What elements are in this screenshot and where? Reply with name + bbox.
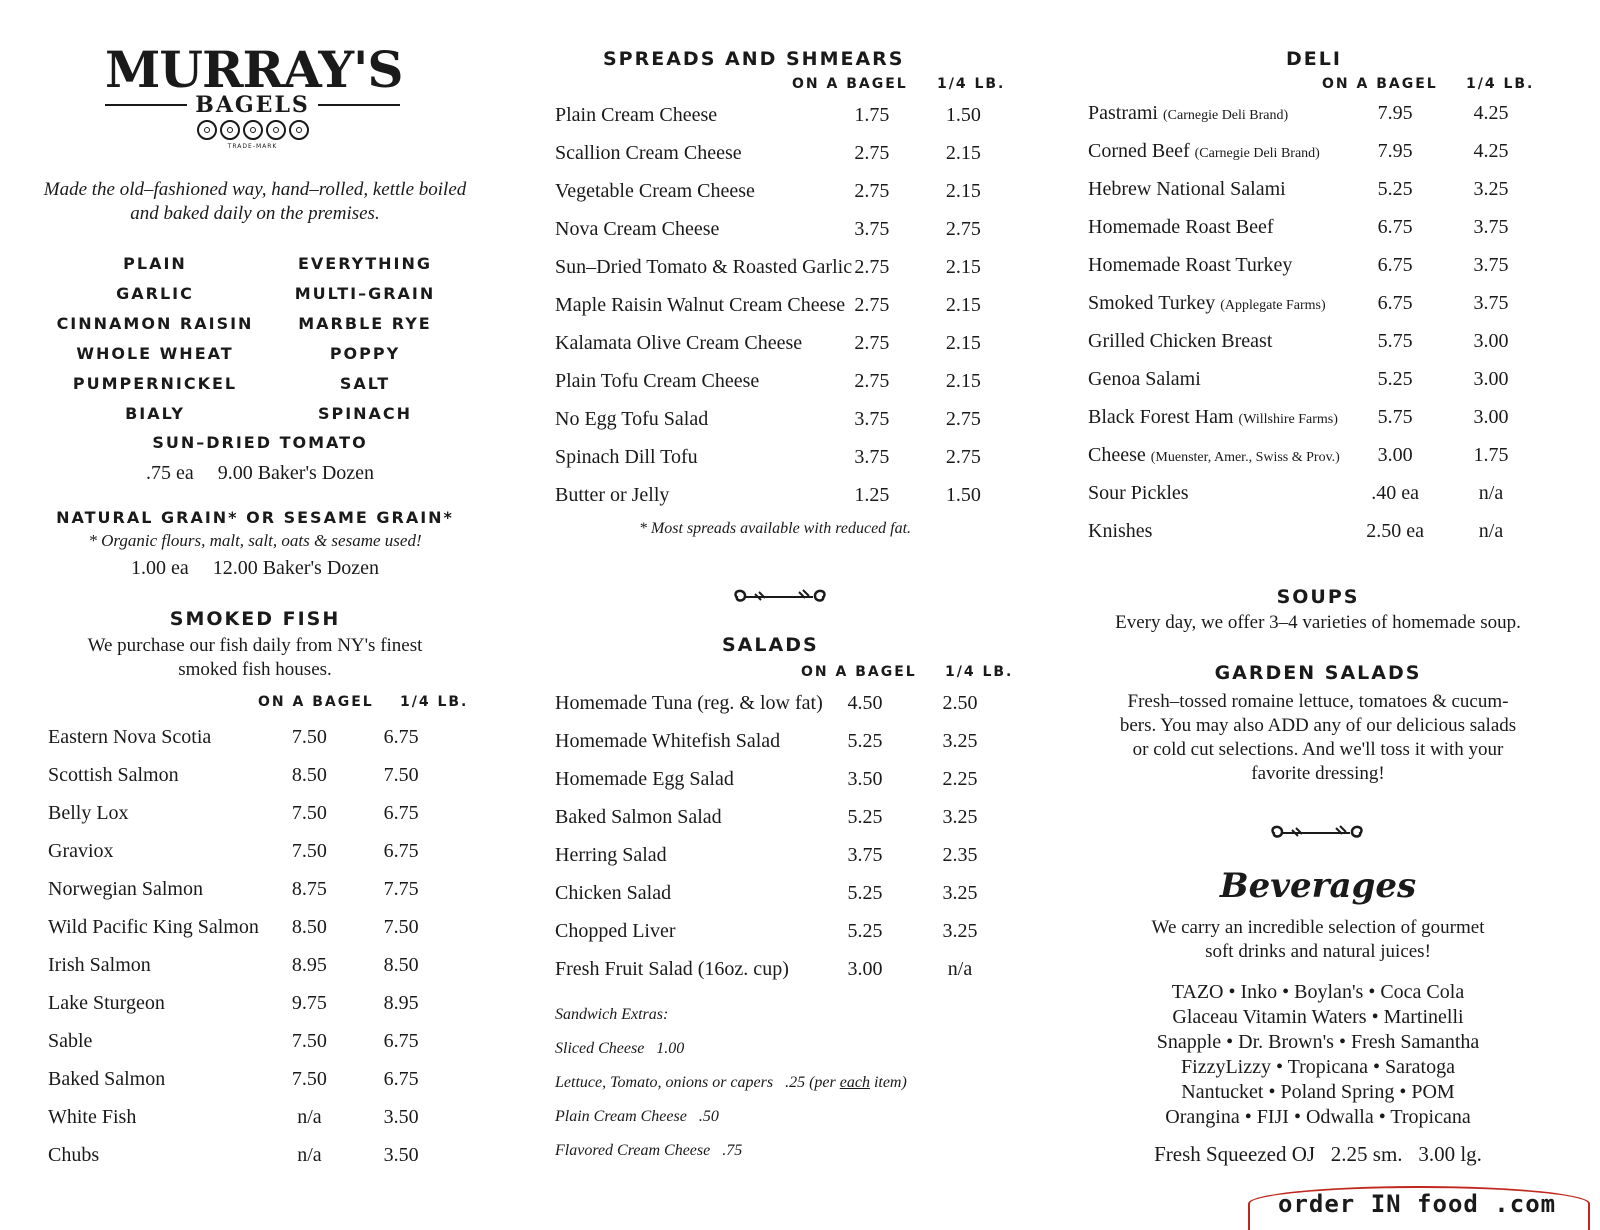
price-on-bagel: 2.50 ea [1366, 519, 1425, 542]
menu-row [555, 362, 1035, 400]
price-quarter-lb: 4.25 [1473, 139, 1509, 162]
menu-row [555, 210, 1035, 248]
price-quarter-lb: 3.50 [383, 1143, 419, 1166]
item-name: Smoked Turkey [1088, 291, 1216, 314]
price-quarter-lb: 2.15 [945, 369, 981, 392]
menu-row [1088, 436, 1558, 474]
item-name: No Egg Tofu Salad [555, 407, 709, 430]
soups-section [1078, 586, 1558, 634]
flavor: MARBLE RYE [298, 313, 432, 333]
oj-large-price: 3.00 lg. [1418, 1142, 1482, 1166]
price-on-bagel: 7.50 [291, 725, 327, 748]
oj-small-price: 2.25 sm. [1330, 1142, 1403, 1166]
price-quarter-lb: 2.75 [945, 445, 981, 468]
price-on-bagel: 7.95 [1377, 101, 1413, 124]
price-on-bagel: 3.50 [847, 767, 883, 790]
col-head-bagel: ON A BAGEL [258, 694, 374, 710]
menu-row [48, 870, 470, 908]
price-on-bagel: 5.25 [847, 729, 883, 752]
item-name: Lake Sturgeon [48, 991, 165, 1014]
deli-title: DELI [1286, 48, 1342, 70]
price-quarter-lb: 2.35 [942, 843, 978, 866]
natural-grain-price-line [40, 557, 470, 580]
extras-price: 1.00 [656, 1040, 685, 1057]
beverages-title: Beverages [1219, 866, 1417, 906]
spreads-note: * Most spreads available with reduced fat. [638, 520, 912, 537]
flavor: SALT [339, 373, 391, 393]
col-head-lb: 1/4 LB. [945, 664, 1014, 680]
price-on-bagel: 6.75 [1377, 291, 1413, 314]
flavor: EVERYTHING [297, 253, 433, 273]
sandwich-extras [555, 998, 1035, 1168]
beverage-brands [1078, 980, 1558, 1130]
price-on-bagel: 4.50 [847, 691, 883, 714]
menu-row [555, 96, 1035, 134]
price-on-bagel: 3.75 [847, 843, 883, 866]
smoked-fish-desc: We purchase our fish daily from NY's finest smoked fish houses. [87, 635, 423, 680]
price-on-bagel: 8.50 [291, 915, 327, 938]
extras-line [555, 1134, 1035, 1168]
price-on-bagel: 5.25 [847, 881, 883, 904]
menu-row [48, 984, 470, 1022]
price-quarter-lb: 3.25 [942, 881, 978, 904]
price-on-bagel: 3.00 [847, 957, 883, 980]
price-quarter-lb: 3.75 [1473, 253, 1509, 276]
price-quarter-lb: 3.25 [942, 919, 978, 942]
extras-price: .75 [722, 1142, 743, 1159]
salads-section [555, 634, 1035, 1168]
item-name: Norwegian Salmon [48, 877, 203, 900]
col-head-bagel: ON A BAGEL [792, 76, 908, 92]
price-quarter-lb: 2.50 [942, 691, 978, 714]
natural-grain-price-dozen: 12.00 Baker's Dozen [212, 557, 380, 579]
price-quarter-lb: n/a [1478, 519, 1504, 542]
price-on-bagel: 8.75 [291, 877, 327, 900]
soups-desc: Every day, we offer 3–4 varieties of homemade soup. [1115, 612, 1521, 633]
price-on-bagel: 5.75 [1377, 329, 1413, 352]
item-name: Chicken Salad [555, 881, 672, 904]
price-quarter-lb: 2.15 [945, 255, 981, 278]
price-on-bagel: 7.50 [291, 801, 327, 824]
price-quarter-lb: 2.25 [942, 767, 978, 790]
menu-row [555, 438, 1035, 476]
price-on-bagel: 7.95 [1377, 139, 1413, 162]
garden-salads-line: Fresh–tossed romaine lettuce, tomatoes & cucum- [1127, 691, 1509, 712]
price-on-bagel: 8.50 [291, 763, 327, 786]
price-quarter-lb: 2.15 [945, 141, 981, 164]
smoked-fish-section [40, 608, 470, 1174]
menu-row [1088, 322, 1558, 360]
item-name: White Fish [48, 1105, 137, 1128]
menu-row [48, 832, 470, 870]
price-on-bagel: 3.75 [854, 407, 890, 430]
extras-line [555, 1032, 1035, 1066]
item-name: Plain Tofu Cream Cheese [555, 369, 760, 392]
price-quarter-lb: 2.75 [945, 407, 981, 430]
brand-line: Snapple • Dr. Brown's • Fresh Samantha [1156, 1031, 1480, 1053]
price-quarter-lb: 3.00 [1473, 367, 1509, 390]
menu-row [48, 1022, 470, 1060]
item-name: Hebrew National Salami [1088, 177, 1286, 200]
extras-price-end: item) [873, 1074, 907, 1091]
menu-row [48, 1136, 470, 1174]
extras-item: Sliced Cheese [555, 1040, 645, 1057]
price-quarter-lb: 7.75 [383, 877, 419, 900]
item-name: Homemade Roast Turkey [1088, 253, 1293, 276]
item-note: (Muenster, Amer., Swiss & Prov.) [1150, 449, 1340, 465]
spreads-table [555, 96, 1035, 514]
garden-salads-section [1078, 662, 1558, 786]
flavor: SUN–DRIED TOMATO [152, 433, 368, 452]
price-on-bagel: 3.75 [854, 217, 890, 240]
price-on-bagel: 5.25 [1377, 367, 1413, 390]
item-note: (Willshire Farms) [1238, 411, 1338, 427]
beverages-desc-line: We carry an incredible selection of gourmet [1151, 917, 1485, 938]
extras-line [555, 1066, 1035, 1100]
ornament-divider-icon [1264, 822, 1370, 844]
brand-line: Orangina • FIJI • Odwalla • Tropicana [1165, 1106, 1471, 1128]
col-head-lb: 1/4 LB. [937, 76, 1006, 92]
menu-row [555, 760, 1035, 798]
deli-col-heads [1088, 70, 1558, 94]
menu-row [48, 1098, 470, 1136]
menu-row [48, 908, 470, 946]
price-quarter-lb: 3.00 [1473, 329, 1509, 352]
bagel-price-line [50, 462, 470, 485]
price-on-bagel: 2.75 [854, 141, 890, 164]
menu-row [1088, 208, 1558, 246]
col-head-bagel: ON A BAGEL [801, 664, 917, 680]
price-on-bagel: 1.25 [854, 483, 890, 506]
item-name: Sun–Dried Tomato & Roasted Garlic [555, 255, 853, 278]
price-quarter-lb: 3.25 [1473, 177, 1509, 200]
tagline: Made the old–fashioned way, hand–rolled, kettle boiled and baked daily on the premises. [43, 179, 467, 224]
ornament-divider-icon [727, 586, 833, 608]
price-quarter-lb: 3.75 [1473, 291, 1509, 314]
price-on-bagel: 7.50 [291, 1029, 327, 1052]
item-name: Vegetable Cream Cheese [555, 179, 755, 202]
item-name: Kalamata Olive Cream Cheese [555, 331, 803, 354]
flavor: GARLIC [116, 283, 194, 303]
smoked-fish-table [48, 718, 470, 1174]
bagel-price-dozen: 9.00 Baker's Dozen [217, 462, 375, 484]
extras-line [555, 1100, 1035, 1134]
item-name: Wild Pacific King Salmon [48, 915, 259, 938]
item-name: Cheese [1088, 443, 1146, 466]
natural-grain-title: NATURAL GRAIN* OR SESAME GRAIN* [56, 508, 454, 527]
price-quarter-lb: 6.75 [383, 839, 419, 862]
menu-row [555, 722, 1035, 760]
extras-item: Plain Cream Cheese [555, 1108, 687, 1125]
price-on-bagel: 8.95 [291, 953, 327, 976]
brand-line: Nantucket • Poland Spring • POM [1181, 1081, 1455, 1103]
item-name: Genoa Salami [1088, 367, 1201, 390]
item-name: Herring Salad [555, 843, 667, 866]
item-note: (Carnegie Deli Brand) [1194, 145, 1320, 161]
price-quarter-lb: 2.15 [945, 331, 981, 354]
price-on-bagel: 3.75 [854, 445, 890, 468]
menu-row [555, 836, 1035, 874]
price-on-bagel: n/a [297, 1143, 322, 1166]
price-quarter-lb: 6.75 [383, 801, 419, 824]
menu-row [555, 912, 1035, 950]
item-name: Sour Pickles [1088, 481, 1189, 504]
watermark-text: order IN food .com [1278, 1190, 1557, 1218]
bagel-flavors [50, 248, 470, 485]
brand-line: Glaceau Vitamin Waters • Martinelli [1172, 1006, 1464, 1028]
smoked-fish-title: SMOKED FISH [169, 608, 341, 630]
price-on-bagel: 3.00 [1377, 443, 1413, 466]
menu-row [1088, 512, 1558, 550]
price-on-bagel: n/a [297, 1105, 322, 1128]
item-note: (Carnegie Deli Brand) [1163, 107, 1289, 123]
item-name: Homemade Egg Salad [555, 767, 734, 790]
soups-title: SOUPS [1276, 586, 1360, 608]
logo-bagels: BAGELS [195, 92, 310, 118]
garden-salads-line: bers. You may also ADD any of our delicious salads [1119, 715, 1517, 736]
item-name: Spinach Dill Tofu [555, 445, 698, 468]
menu-row [1088, 398, 1558, 436]
price-quarter-lb: 8.95 [383, 991, 419, 1014]
price-on-bagel: 2.75 [854, 255, 890, 278]
item-name: Fresh Fruit Salad (16oz. cup) [555, 957, 789, 980]
item-name: Pastrami [1088, 101, 1158, 124]
menu-row [555, 400, 1035, 438]
item-name: Baked Salmon [48, 1067, 166, 1090]
price-quarter-lb: 3.75 [1473, 215, 1509, 238]
item-name: Nova Cream Cheese [555, 217, 720, 240]
garden-salads-line: or cold cut selections. And we'll toss it with your [1132, 739, 1504, 760]
price-quarter-lb: n/a [947, 957, 973, 980]
smoked-fish-col-heads [40, 682, 470, 716]
garden-salads-line: favorite dressing! [1251, 763, 1385, 784]
item-name: Baked Salmon Salad [555, 805, 722, 828]
price-quarter-lb: 4.25 [1473, 101, 1509, 124]
flavor: WHOLE WHEAT [76, 343, 234, 363]
price-on-bagel: 5.25 [1377, 177, 1413, 200]
spreads-col-heads [555, 70, 1035, 96]
item-name: Irish Salmon [48, 953, 151, 976]
garden-salads-title: GARDEN SALADS [1214, 662, 1422, 684]
brand-line: TAZO • Inko • Boylan's • Coca Cola [1171, 981, 1465, 1003]
price-on-bagel: 2.75 [854, 369, 890, 392]
col-head-lb: 1/4 LB. [400, 694, 469, 710]
item-name: Black Forest Ham [1088, 405, 1234, 428]
menu-row [1088, 360, 1558, 398]
bagel-rings-icon [105, 120, 400, 140]
price-on-bagel: 5.75 [1377, 405, 1413, 428]
flavor: MULTI–GRAIN [294, 283, 436, 303]
menu-row [555, 798, 1035, 836]
murrays-logo [105, 40, 403, 150]
beverages-section [1078, 866, 1558, 1167]
deli-section [1088, 48, 1558, 550]
extras-item: Lettuce, Tomato, onions or capers [555, 1074, 774, 1091]
extras-item: Flavored Cream Cheese [555, 1142, 711, 1159]
item-name: Grilled Chicken Breast [1088, 329, 1273, 352]
salads-table [555, 684, 1035, 988]
menu-row [555, 172, 1035, 210]
price-on-bagel: .40 ea [1371, 481, 1420, 504]
flavor: BIALY [125, 403, 185, 423]
fresh-oj-line [1078, 1142, 1558, 1167]
item-name: Butter or Jelly [555, 483, 670, 506]
menu-row [1088, 474, 1558, 512]
extras-price: .25 (per [785, 1074, 836, 1091]
price-quarter-lb: 3.00 [1473, 405, 1509, 428]
flavor: PUMPERNICKEL [72, 373, 238, 393]
price-on-bagel: 9.75 [291, 991, 327, 1014]
extras-price: .50 [698, 1108, 719, 1125]
menu-row [555, 324, 1035, 362]
extras-each: each [839, 1074, 870, 1091]
flavor: POPPY [329, 343, 401, 363]
beverages-desc [1078, 916, 1558, 964]
menu-row [1088, 132, 1558, 170]
item-name: Graviox [48, 839, 114, 862]
price-quarter-lb: 7.50 [383, 763, 419, 786]
item-name: Homemade Roast Beef [1088, 215, 1274, 238]
price-quarter-lb: n/a [1478, 481, 1504, 504]
bagel-price-each: .75 ea [145, 462, 194, 484]
price-quarter-lb: 3.50 [383, 1105, 419, 1128]
natural-grain-section [40, 508, 470, 580]
flavor: CINNAMON RAISIN [56, 313, 254, 333]
price-on-bagel: 5.25 [847, 805, 883, 828]
spreads-section [555, 48, 1035, 538]
menu-row [555, 286, 1035, 324]
trademark: TRADE-MARK [227, 143, 278, 150]
price-quarter-lb: 8.50 [383, 953, 419, 976]
garden-salads-desc [1078, 690, 1558, 786]
price-quarter-lb: 2.75 [945, 217, 981, 240]
price-quarter-lb: 1.50 [945, 483, 981, 506]
menu-row [555, 950, 1035, 988]
price-quarter-lb: 1.75 [1473, 443, 1509, 466]
price-quarter-lb: 2.15 [945, 293, 981, 316]
price-quarter-lb: 6.75 [383, 1067, 419, 1090]
menu-row [555, 134, 1035, 172]
natural-grain-price-each: 1.00 ea [130, 557, 189, 579]
menu-row [555, 476, 1035, 514]
salads-title: SALADS [722, 634, 819, 656]
menu-row [1088, 246, 1558, 284]
item-note: (Applegate Farms) [1220, 297, 1326, 313]
price-on-bagel: 7.50 [291, 839, 327, 862]
price-on-bagel: 2.75 [854, 331, 890, 354]
menu-row [48, 1060, 470, 1098]
item-name: Sable [48, 1029, 93, 1052]
price-on-bagel: 6.75 [1377, 215, 1413, 238]
col-head-lb: 1/4 LB. [1466, 76, 1535, 92]
price-quarter-lb: 7.50 [383, 915, 419, 938]
brand-line: FizzyLizzy • Tropicana • Saratoga [1181, 1056, 1455, 1078]
price-quarter-lb: 6.75 [383, 725, 419, 748]
item-name: Plain Cream Cheese [555, 103, 718, 126]
deli-table [1088, 94, 1558, 550]
item-name: Knishes [1088, 519, 1153, 542]
extras-title: Sandwich Extras: [555, 1006, 669, 1023]
item-name: Maple Raisin Walnut Cream Cheese [555, 293, 846, 316]
salads-col-heads [555, 656, 1035, 684]
price-quarter-lb: 1.50 [945, 103, 981, 126]
price-quarter-lb: 3.25 [942, 729, 978, 752]
item-name: Chubs [48, 1143, 100, 1166]
item-name: Homemade Whitefish Salad [555, 729, 781, 752]
logo-rule-right [318, 104, 400, 106]
menu-row [1088, 170, 1558, 208]
menu-row [48, 756, 470, 794]
price-on-bagel: 1.75 [854, 103, 890, 126]
menu-row [48, 794, 470, 832]
menu-row [1088, 94, 1558, 132]
natural-grain-note: * Organic flours, malt, salt, oats & sesame used! [88, 531, 422, 550]
price-on-bagel: 6.75 [1377, 253, 1413, 276]
menu-row [48, 946, 470, 984]
price-on-bagel: 2.75 [854, 293, 890, 316]
logo-name: MURRAY'S [105, 40, 403, 99]
beverages-desc-line: soft drinks and natural juices! [1205, 941, 1431, 962]
price-quarter-lb: 6.75 [383, 1029, 419, 1052]
item-name: Scallion Cream Cheese [555, 141, 742, 164]
item-name: Belly Lox [48, 801, 129, 824]
price-quarter-lb: 3.25 [942, 805, 978, 828]
item-name: Scottish Salmon [48, 763, 179, 786]
item-name: Eastern Nova Scotia [48, 725, 212, 748]
menu-row [555, 248, 1035, 286]
price-on-bagel: 5.25 [847, 919, 883, 942]
oj-label: Fresh Squeezed OJ [1154, 1142, 1316, 1166]
item-name: Corned Beef [1088, 139, 1190, 162]
item-name: Chopped Liver [555, 919, 676, 942]
menu-row [555, 684, 1035, 722]
flavor: PLAIN [123, 253, 187, 273]
menu-row [48, 718, 470, 756]
menu-row [555, 874, 1035, 912]
col-head-bagel: ON A BAGEL [1322, 76, 1438, 92]
price-on-bagel: 2.75 [854, 179, 890, 202]
spreads-title: SPREADS AND SHMEARS [603, 48, 905, 70]
logo-rule-left [105, 104, 187, 106]
price-quarter-lb: 2.15 [945, 179, 981, 202]
item-name: Homemade Tuna (reg. & low fat) [555, 691, 823, 714]
flavor: SPINACH [317, 403, 413, 423]
menu-row [1088, 284, 1558, 322]
price-on-bagel: 7.50 [291, 1067, 327, 1090]
